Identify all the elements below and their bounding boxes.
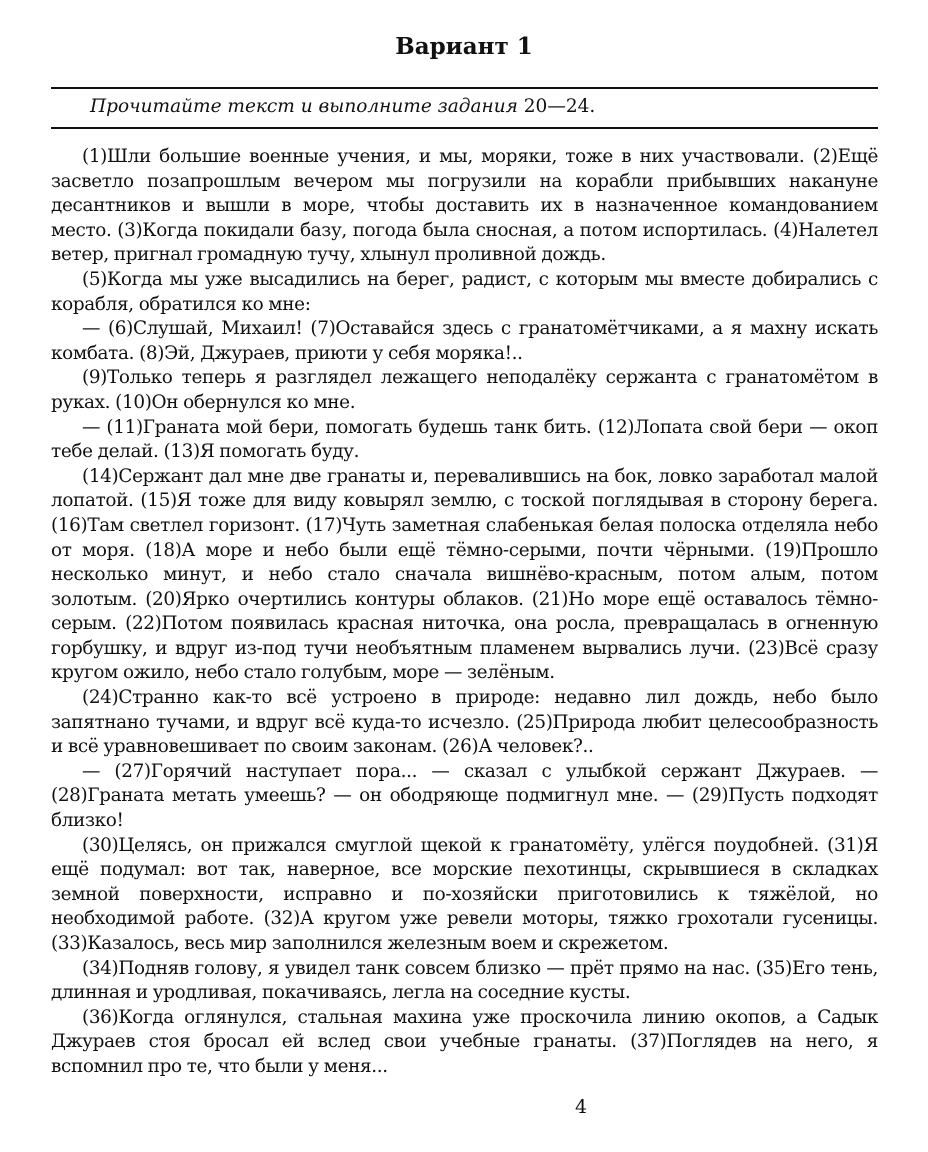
paragraph-4: (9)Только теперь я разглядел лежащего неподалёку сержанта с гранатомётом в руках. (10)Он обернулся ко мне. <box>51 367 878 413</box>
paragraph-9: (30)Целясь, он прижался смуглой щекой к гранатомёту, улёгся поудобней. (31)Я ещё подумал: вот так, наверное, все морские пехотинцы, скрывшиеся в складках земной поверхности, исправно и по-хозяйски приготовились к тяжёлой, но необходимой работе. (32)А кругом уже ревели моторы, тяжко грохотали гусеницы. (33)Казалось, весь мир заполнился железным воем и скрежетом. <box>51 834 878 954</box>
paragraph-6: (14)Сержант дал мне две гранаты и, перевалившись на бок, ловко заработал малой лопатой. (15)Я тоже для виду ковырял землю, с тоской поглядывая в сторону берега. (16)Там светлел горизонт. (17)Чуть заметная слабенькая белая полоска отделяла небо от моря. (18)А море и небо были ещё тёмно-серыми, почти чёрными. (19)Прошло несколько минут, и небо стало сначала вишнёво-красным, потом алым, потом золотым. (20)Ярко очертились контуры облаков. (21)Но море ещё оставалось тёмно-серым. (22)Потом появилась красная ниточка, она росла, превращалась в огненную горбушку, и вдруг из-под тучи необъятным пламенем вырвались лучи. (23)Всё сразу кругом ожило, небо стало голубым, море — зелёным. <box>51 465 878 684</box>
reading-text <box>51 145 878 1080</box>
paragraph-10: (34)Подняв голову, я увидел танк совсем близко — прёт прямо на нас. (35)Его тень, длинная и уродливая, покачиваясь, легла на соседние кусты. <box>51 957 878 1004</box>
instruction-line <box>90 93 870 121</box>
instruction-task-range: 20—24. <box>523 96 596 117</box>
bottom-divider <box>51 127 878 129</box>
paragraph-5: — (11)Граната мой бери, помогать будешь танк бить. (12)Лопата свой бери — окоп тебе делай. (13)Я помогать буду. <box>51 416 878 463</box>
page-title: Вариант 1 <box>395 33 533 60</box>
top-divider <box>51 87 878 89</box>
paragraph-3: — (6)Слушай, Михаил! (7)Оставайся здесь с гранатомётчиками, а я махну искать комбата. (8)Эй, Джураев, приюти у себя моряка!.. <box>51 318 878 364</box>
paragraph-1: (1)Шли большие военные учения, и мы, моряки, тоже в них участвовали. (2)Ещё засветло позапрошлым вечером мы погрузили на корабли прибывших накануне десантников и вышли в море, чтобы доставить их в назначенное командованием место. (3)Когда покидали базу, погода была сносная, а потом испортилась. (4)Налетел ветер, пригнал громадную тучу, хлынул проливной дождь. <box>51 146 878 266</box>
paragraph-2: (5)Когда мы уже высадились на берег, радист, с которым мы вместе добирались с корабля, обратился ко мне: <box>51 268 878 315</box>
paragraph-11: (36)Когда оглянулся, стальная махина уже проскочила линию окопов, а Садык Джураев стоя бросал ей вслед свои учебные гранаты. (37)Поглядев на него, я вспомнил про те, что были у меня... <box>51 1006 878 1077</box>
page-number: 4 <box>574 1096 588 1118</box>
paragraph-8: — (27)Горячий наступает пора... — сказал с улыбкой сержант Джураев. — (28)Граната метать умеешь? — он ободряюще подмигнул мне. — (29)Пусть подходят близко! <box>51 760 878 832</box>
paragraph-7: (24)Странно как-то всё устроено в природе: недавно лил дождь, небо было запятнано тучами, и вдруг всё куда-то исчезло. (25)Природа любит целесообразность и всё уравновешивает по своим законам. (26)А человек?.. <box>51 687 878 758</box>
instruction-text: Прочитайте текст и выполните задания <box>90 96 518 117</box>
